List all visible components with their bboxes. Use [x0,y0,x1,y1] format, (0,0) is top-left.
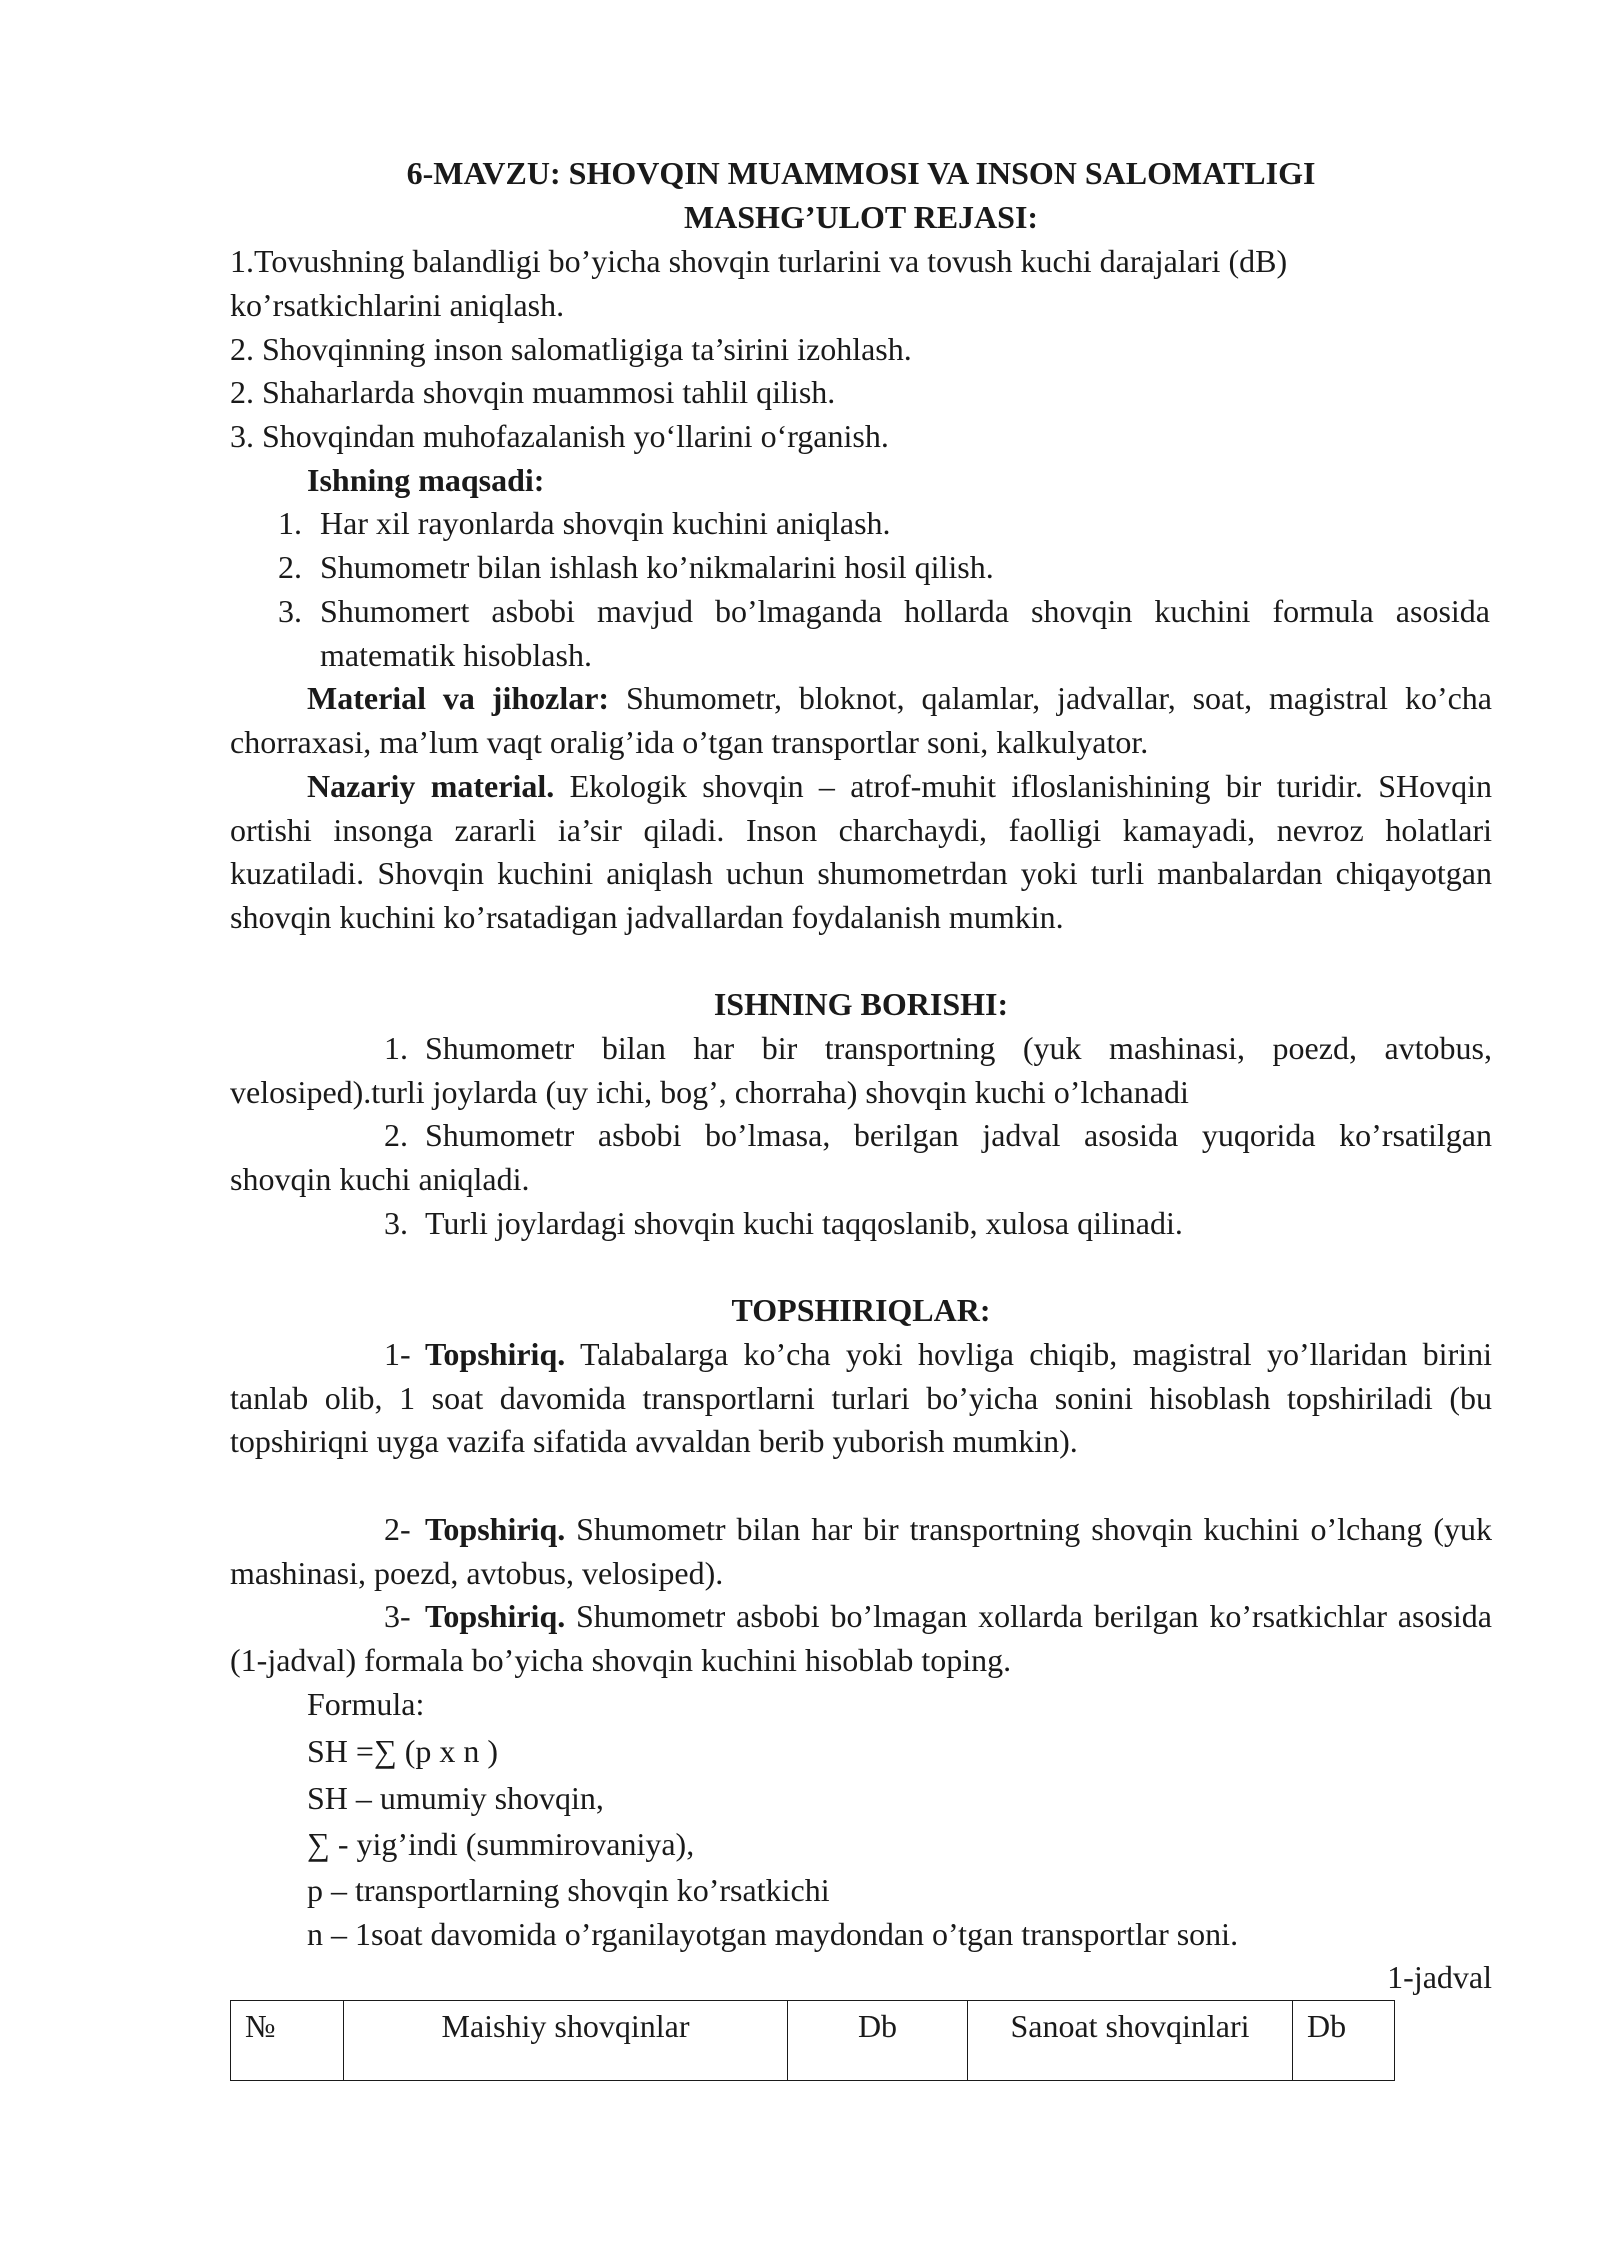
goal-item-number: 3. [278,593,302,629]
theory-paragraph [230,765,1492,939]
task-item [230,1508,1492,1595]
formula-definition: p – transportlarning shovqin ko’rsatkichi [307,1872,830,1908]
task-label: Topshiriq. [425,1336,566,1372]
formula-expression: SH =∑ (p x n ) [307,1733,499,1769]
task-text: Shumometr bilan har bir transportning shovqin kuchini o’lchang (yuk mashinasi, poezd, avtobus, velosiped). [230,1511,1492,1591]
task-item [230,1595,1492,1682]
progress-step-number: 1. [384,1030,408,1066]
materials-paragraph [230,677,1492,764]
plan-line-2: ko’rsatkichlarini aniqlash. [230,287,565,323]
task-item [230,1333,1492,1464]
task-label: Topshiriq. [425,1598,566,1634]
task-label: Topshiriq. [425,1511,566,1547]
task-number: 1- [384,1336,411,1372]
goal-item [230,546,1492,590]
goal-item-number: 1. [278,505,302,541]
table-header-industrial-noise: Sanoat shovqinlari [968,2001,1293,2081]
page-title: 6-MAVZU: SHOVQIN MUAMMOSI VA INSON SALOMATLIGI [406,155,1316,191]
formula-definition: n – 1soat davomida o’rganilayotgan maydondan o’tgan transportlar soni. [307,1916,1239,1952]
plan-line-4: 2. Shaharlarda shovqin muammosi tahlil qilish. [230,374,836,410]
progress-step-text: Shumometr bilan har bir transportning (yuk mashinasi, poezd, avtobus, velosiped).turli joylarda (uy ichi, bog’, chorraha) shovqin kuchi o’lchanadi [230,1030,1492,1110]
goal-item-text: Shumomert asbobi mavjud bo’lmaganda hollarda shovqin kuchini formula asosida matematik hisoblash. [320,593,1490,673]
task-text: Shumometr asbobi bo’lmagan xollarda berilgan ko’rsatkichlar asosida (1-jadval) formala bo’yicha shovqin kuchini hisoblab toping. [230,1598,1492,1678]
plan-line-5: 3. Shovqindan muhofazalanish yo‘llarini o‘rganish. [230,418,889,454]
materials-label: Material va jihozlar: [307,680,610,716]
progress-heading: ISHNING BORISHI: [713,986,1009,1022]
progress-step-number: 2. [384,1117,408,1153]
task-text: Talabalarga ko’cha yoki hovliga chiqib, magistral yo’llaridan birini tanlab olib, 1 soat davomida transportlarni turlari bo’yicha sonini hisoblash topshiriladi (bu topshiriqni uyga vazifa sifatida avvaldan berib yuborish mumkin). [230,1336,1492,1459]
progress-step-number: 3. [384,1205,408,1241]
theory-text: Ekologik shovqin – atrof-muhit ifloslanishining bir turidir. SHovqin ortishi insonga zararli ia’sir qiladi. Inson charchaydi, faolligi kamayadi, nevroz holatlari kuzatiladi. Shovqin kuchini aniqlash uchun shumometrdan yoki turli manbalardan chiqayotgan shovqin kuchini ko’rsatadigan jadvallardan foydalanish mumkin. [230,768,1493,935]
goal-item [230,502,1492,546]
goal-item-number: 2. [278,549,302,585]
plan-heading: MASHG’ULOT REJASI: [683,199,1039,235]
plan-line-1: 1.Tovushning balandligi bo’yicha shovqin turlarini va tovush kuchi darajalari (dB) [230,243,1288,279]
table-header-number: № [231,2001,344,2081]
progress-step [230,1027,1492,1114]
formula-label: Formula: [307,1686,425,1722]
table-header-row [231,2001,1395,2081]
progress-step [230,1202,1492,1246]
plan-line-3: 2. Shovqinning inson salomatligiga ta’sirini izohlash. [230,331,912,367]
goal-item [230,590,1492,677]
goal-heading: Ishning maqsadi: [307,462,545,498]
table-caption: 1-jadval [1387,1959,1492,1995]
task-number: 3- [384,1598,411,1634]
task-number: 2- [384,1511,411,1547]
progress-step-text: Turli joylardagi shovqin kuchi taqqoslanib, xulosa qilinadi. [425,1205,1183,1241]
table-header-db: Db [1293,2001,1395,2081]
noise-table [230,2000,1395,2081]
table-header-household-noise: Maishiy shovqinlar [344,2001,788,2081]
goal-item-text: Har xil rayonlarda shovqin kuchini aniqlash. [320,505,891,541]
progress-step [230,1114,1492,1201]
formula-definition: ∑ - yig’indi (summirovaniya), [307,1826,695,1862]
formula-definition: SH – umumiy shovqin, [307,1780,604,1816]
progress-step-text: Shumometr asbobi bo’lmasa, berilgan jadval asosida yuqorida ko’rsatilgan shovqin kuchi aniqladi. [230,1117,1492,1197]
tasks-heading: TOPSHIRIQLAR: [731,1292,991,1328]
theory-label: Nazariy material. [307,768,555,804]
materials-text: Shumometr, bloknot, qalamlar, jadvallar, soat, magistral ko’cha chorraxasi, ma’lum vaqt oralig’ida o’tgan transportlar soni, kalkulyator. [230,680,1493,760]
goal-item-text: Shumometr bilan ishlash ko’nikmalarini hosil qilish. [320,549,994,585]
table-header-db: Db [788,2001,968,2081]
